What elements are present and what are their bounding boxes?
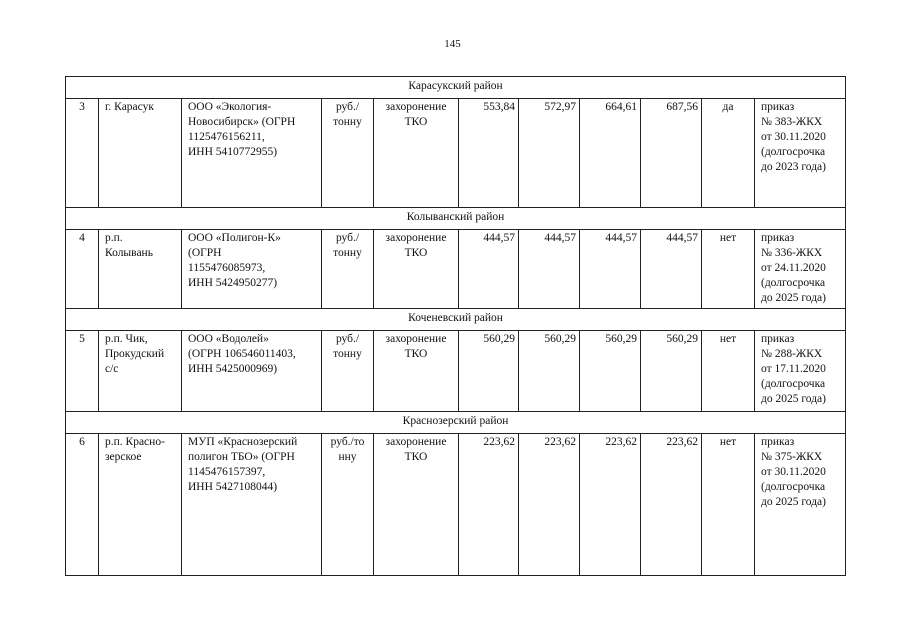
order-cell-line: до 2025 года)	[761, 393, 826, 405]
location-cell-line: р.п. Чик,	[105, 333, 148, 345]
order-cell-line: (долгосрочка	[761, 277, 826, 289]
activity-cell	[374, 230, 459, 309]
flag-cell: нет	[702, 230, 755, 309]
order-cell-line: приказ	[761, 101, 795, 113]
organization-cell-line: ИНН 5427108044)	[188, 481, 278, 493]
district-name: Краснозерский район	[66, 412, 846, 434]
organization-cell-line: ИНН 5425000969)	[188, 363, 278, 375]
location-cell-line: с/с	[105, 363, 119, 375]
row-number-cell: 4	[66, 230, 99, 309]
order-cell-line: от 30.11.2020	[761, 466, 826, 478]
activity-cell-line: захоронение	[385, 232, 447, 244]
tariff-table	[65, 76, 846, 576]
organization-cell	[182, 230, 322, 309]
tariff-value-2-cell: 560,29	[519, 331, 580, 412]
activity-cell-line: ТКО	[404, 116, 428, 128]
unit-cell	[322, 230, 374, 309]
location-cell	[99, 99, 182, 208]
order-cell-line: № 383-ЖКХ	[761, 116, 823, 128]
unit-cell-line: руб./	[335, 101, 360, 113]
tariff-value-3-cell: 223,62	[580, 434, 641, 576]
unit-cell-line: руб./то	[330, 436, 365, 448]
flag-cell: нет	[702, 331, 755, 412]
district-header-row	[66, 309, 846, 331]
tariff-value-3-cell: 560,29	[580, 331, 641, 412]
order-cell-line: от 24.11.2020	[761, 262, 826, 274]
order-cell-line: (долгосрочка	[761, 378, 826, 390]
row-number-cell: 6	[66, 434, 99, 576]
district-name: Карасукский район	[66, 77, 846, 99]
tariff-value-1-cell: 553,84	[459, 99, 519, 208]
row-number-cell: 5	[66, 331, 99, 412]
order-cell-line: до 2025 года)	[761, 496, 826, 508]
activity-cell	[374, 99, 459, 208]
order-cell-line: приказ	[761, 436, 795, 448]
table-row	[66, 99, 846, 208]
location-cell	[99, 230, 182, 309]
activity-cell-line: захоронение	[385, 101, 447, 113]
unit-cell	[322, 434, 374, 576]
tariff-value-1-cell: 560,29	[459, 331, 519, 412]
order-cell-line: до 2023 года)	[761, 161, 826, 173]
location-cell	[99, 331, 182, 412]
tariff-value-2-cell: 223,62	[519, 434, 580, 576]
organization-cell	[182, 99, 322, 208]
order-cell-line: приказ	[761, 333, 795, 345]
row-number-cell: 3	[66, 99, 99, 208]
organization-cell-line: 1155476085973,	[188, 262, 266, 274]
order-cell-line: (долгосрочка	[761, 481, 826, 493]
activity-cell-line: ТКО	[404, 451, 428, 463]
table-row	[66, 434, 846, 576]
location-cell-line: г. Карасук	[105, 101, 154, 113]
organization-cell-line: полигон ТБО» (ОГРН	[188, 451, 295, 463]
order-cell	[755, 99, 846, 208]
organization-cell-line: ООО «Водолей»	[188, 333, 269, 345]
district-header-row	[66, 412, 846, 434]
table-row	[66, 331, 846, 412]
order-cell-line: от 30.11.2020	[761, 131, 826, 143]
organization-cell-line: ООО «Экология-	[188, 101, 272, 113]
tariff-value-1-cell: 444,57	[459, 230, 519, 309]
tariff-value-4-cell: 444,57	[641, 230, 702, 309]
organization-cell-line: 1125476156211,	[188, 131, 265, 143]
organization-cell-line: (ОГРН	[188, 247, 222, 259]
organization-cell-line: ИНН 5424950277)	[188, 277, 278, 289]
unit-cell	[322, 99, 374, 208]
organization-cell-line: 1145476157397,	[188, 466, 266, 478]
activity-cell-line: захоронение	[385, 333, 447, 345]
location-cell	[99, 434, 182, 576]
location-cell-line: р.п.	[105, 232, 123, 244]
organization-cell-line: (ОГРН 106546011403,	[188, 348, 296, 360]
unit-cell-line: тонну	[333, 247, 362, 259]
flag-cell: нет	[702, 434, 755, 576]
page-number: 145	[444, 38, 461, 50]
order-cell-line: № 375-ЖКХ	[761, 451, 823, 463]
location-cell-line: зерское	[105, 451, 142, 463]
tariff-value-2-cell: 444,57	[519, 230, 580, 309]
activity-cell-line: ТКО	[404, 348, 428, 360]
flag-cell: да	[702, 99, 755, 208]
order-cell	[755, 434, 846, 576]
order-cell	[755, 230, 846, 309]
organization-cell-line: МУП «Краснозерский	[188, 436, 298, 448]
organization-cell-line: Новосибирск» (ОГРН	[188, 116, 296, 128]
order-cell	[755, 331, 846, 412]
unit-cell-line: нну	[338, 451, 357, 463]
tariff-value-2-cell: 572,97	[519, 99, 580, 208]
unit-cell-line: руб./	[335, 232, 360, 244]
tariff-value-4-cell: 223,62	[641, 434, 702, 576]
location-cell-line: р.п. Красно-	[105, 436, 165, 448]
order-cell-line: приказ	[761, 232, 795, 244]
district-name: Колыванский район	[66, 208, 846, 230]
activity-cell-line: ТКО	[404, 247, 428, 259]
organization-cell-line: ИНН 5410772955)	[188, 146, 278, 158]
activity-cell-line: захоронение	[385, 436, 447, 448]
order-cell-line: № 336-ЖКХ	[761, 247, 823, 259]
order-cell-line: от 17.11.2020	[761, 363, 826, 375]
tariff-value-3-cell: 664,61	[580, 99, 641, 208]
location-cell-line: Прокудский	[105, 348, 165, 360]
organization-cell	[182, 331, 322, 412]
organization-cell-line: ООО «Полигон-К»	[188, 232, 281, 244]
tariff-value-4-cell: 687,56	[641, 99, 702, 208]
order-cell-line: № 288-ЖКХ	[761, 348, 823, 360]
unit-cell	[322, 331, 374, 412]
organization-cell	[182, 434, 322, 576]
activity-cell	[374, 331, 459, 412]
location-cell-line: Колывань	[105, 247, 153, 259]
table-row	[66, 230, 846, 309]
tariff-value-3-cell: 444,57	[580, 230, 641, 309]
unit-cell-line: руб./	[335, 333, 360, 345]
unit-cell-line: тонну	[333, 348, 362, 360]
district-header-row	[66, 77, 846, 99]
order-cell-line: (долгосрочка	[761, 146, 826, 158]
order-cell-line: до 2025 года)	[761, 292, 826, 304]
activity-cell	[374, 434, 459, 576]
tariff-value-4-cell: 560,29	[641, 331, 702, 412]
district-name: Коченевский район	[66, 309, 846, 331]
unit-cell-line: тонну	[333, 116, 362, 128]
district-header-row	[66, 208, 846, 230]
tariff-value-1-cell: 223,62	[459, 434, 519, 576]
